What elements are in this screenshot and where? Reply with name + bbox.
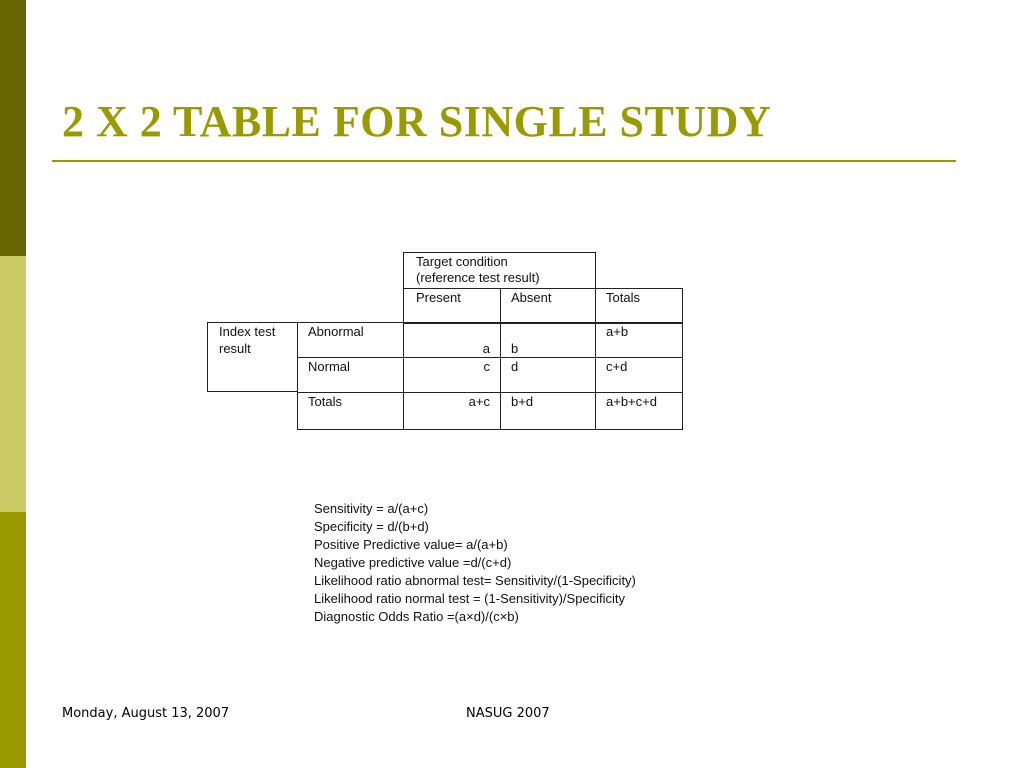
title-divider [52, 160, 956, 162]
target-condition-label-1: Target condition [416, 254, 508, 269]
abnormal-label: Abnormal [308, 324, 364, 339]
index-test-label-2: result [219, 341, 251, 356]
cell-a [403, 322, 501, 358]
cell-b-value: b [511, 341, 519, 356]
side-bar-top [0, 0, 26, 256]
cell-a-plus-c [403, 392, 501, 430]
normal-label: Normal [308, 359, 350, 374]
side-bar-middle [0, 256, 26, 512]
target-condition-header [403, 252, 596, 289]
cell-a-value: a [482, 341, 490, 356]
col-header-totals [595, 288, 683, 324]
cell-d-value: d [511, 359, 519, 374]
row-header-index-test [207, 322, 298, 392]
cell-grand-total-value: a+b+c+d [606, 394, 657, 409]
totals-row-label: Totals [308, 394, 342, 409]
formula-npv: Negative predictive value =d/(c+d) [314, 555, 512, 570]
formula-sensitivity: Sensitivity = a/(a+c) [314, 501, 429, 516]
cell-a-plus-b-value: a+b [606, 324, 629, 339]
index-test-label-1: Index test [219, 324, 276, 339]
slide-title: 2 X 2 TABLE FOR SINGLE STUDY [62, 97, 772, 146]
col-header-absent [500, 288, 596, 324]
target-condition-label-2: (reference test result) [416, 270, 540, 285]
formula-list [314, 500, 636, 626]
cell-c-plus-d-value: c+d [606, 359, 628, 374]
row-label-totals [297, 392, 404, 430]
formula-dor: Diagnostic Odds Ratio =(a×d)/(c×b) [314, 609, 519, 624]
footer-date: Monday, August 13, 2007 [62, 706, 230, 721]
cell-d [500, 357, 596, 393]
formula-lr-normal: Likelihood ratio normal test = (1-Sensitivity)/Specificity [314, 591, 626, 606]
cell-b [500, 322, 596, 358]
formula-ppv: Positive Predictive value= a/(a+b) [314, 537, 508, 552]
side-bar-bottom [0, 512, 26, 768]
row-label-normal [297, 357, 404, 393]
cell-grand-total [595, 392, 683, 430]
col-totals-label: Totals [606, 290, 640, 305]
formula-specificity: Specificity = d/(b+d) [314, 519, 429, 534]
col-header-present [403, 288, 501, 324]
row-label-abnormal [297, 322, 404, 358]
formula-lr-abnormal: Likelihood ratio abnormal test= Sensitivity/(1-Specificity) [314, 573, 636, 588]
cell-c [403, 357, 501, 393]
cell-a-plus-c-value: a+c [468, 394, 490, 409]
col-present-label: Present [416, 290, 461, 305]
cell-c-plus-d [595, 357, 683, 393]
cell-c-value: c [483, 359, 490, 374]
cell-b-plus-d-value: b+d [511, 394, 534, 409]
cell-a-plus-b [595, 322, 683, 358]
col-absent-label: Absent [511, 290, 552, 305]
footer-event: NASUG 2007 [466, 706, 550, 721]
cell-b-plus-d [500, 392, 596, 430]
